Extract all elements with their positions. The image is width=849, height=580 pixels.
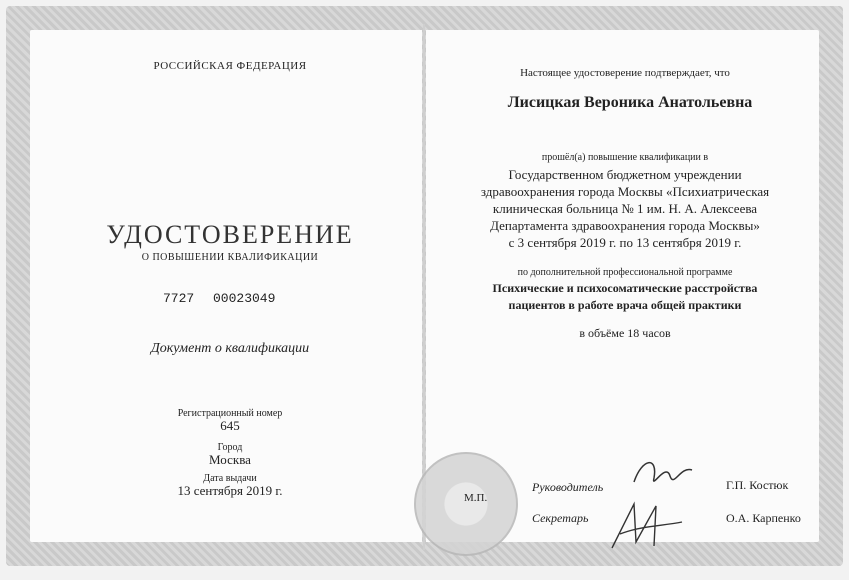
official-stamp	[414, 452, 518, 556]
holder-name: Лисицкая Вероника Анатольевна	[507, 94, 753, 111]
organization-line-4: Департамента здравоохранения города Москвы»	[490, 218, 760, 233]
organization-line-2: здравоохранения города Москвы «Психиатрическая	[480, 184, 770, 199]
certificate-subtitle: О ПОВЫШЕНИИ КВАЛИФИКАЦИИ	[141, 252, 319, 263]
certificate-title: УДОСТОВЕРЕНИЕ	[106, 220, 354, 249]
volume-hours: в объёме 18 часов	[579, 326, 671, 340]
confirm-text: Настоящее удостоверение подтверждает, что	[520, 67, 730, 79]
stamp-place-label: М.П.	[464, 492, 488, 504]
city-label: Город	[217, 442, 243, 453]
secretary-label: Секретарь	[532, 511, 589, 525]
issue-date-value: 13 сентября 2019 г.	[177, 483, 283, 498]
organization-line-1: Государственном бюджетном учреждении	[508, 167, 742, 182]
passed-text: прошёл(а) повышение квалификации в	[541, 152, 709, 163]
document-number: 00023049	[213, 291, 276, 306]
program-label: по дополнительной профессиональной программе	[517, 267, 733, 278]
series-number: 7727	[163, 291, 195, 306]
registration-label: Регистрационный номер	[177, 408, 283, 419]
secretary-name: О.А. Карпенко	[726, 511, 801, 525]
head-name: Г.П. Костюк	[726, 478, 789, 492]
secretary-signature-icon	[606, 496, 686, 554]
head-signature-icon	[628, 452, 698, 494]
issue-date-label: Дата выдачи	[203, 473, 257, 484]
city-value: Москва	[209, 452, 251, 467]
program-line-2: пациентов в работе врача общей практики	[508, 298, 742, 312]
training-dates: с 3 сентября 2019 г. по 13 сентября 2019 г.	[508, 235, 742, 250]
country-heading: РОССИЙСКАЯ ФЕДЕРАЦИЯ	[153, 60, 307, 72]
head-label: Руководитель	[532, 480, 604, 494]
organization-line-3: клиническая больница № 1 им. Н. А. Алексеева	[492, 201, 758, 216]
document-type: Документ о квалификации	[150, 341, 310, 356]
program-line-1: Психические и психосоматические расстройства	[492, 281, 758, 295]
registration-value: 645	[220, 418, 240, 433]
